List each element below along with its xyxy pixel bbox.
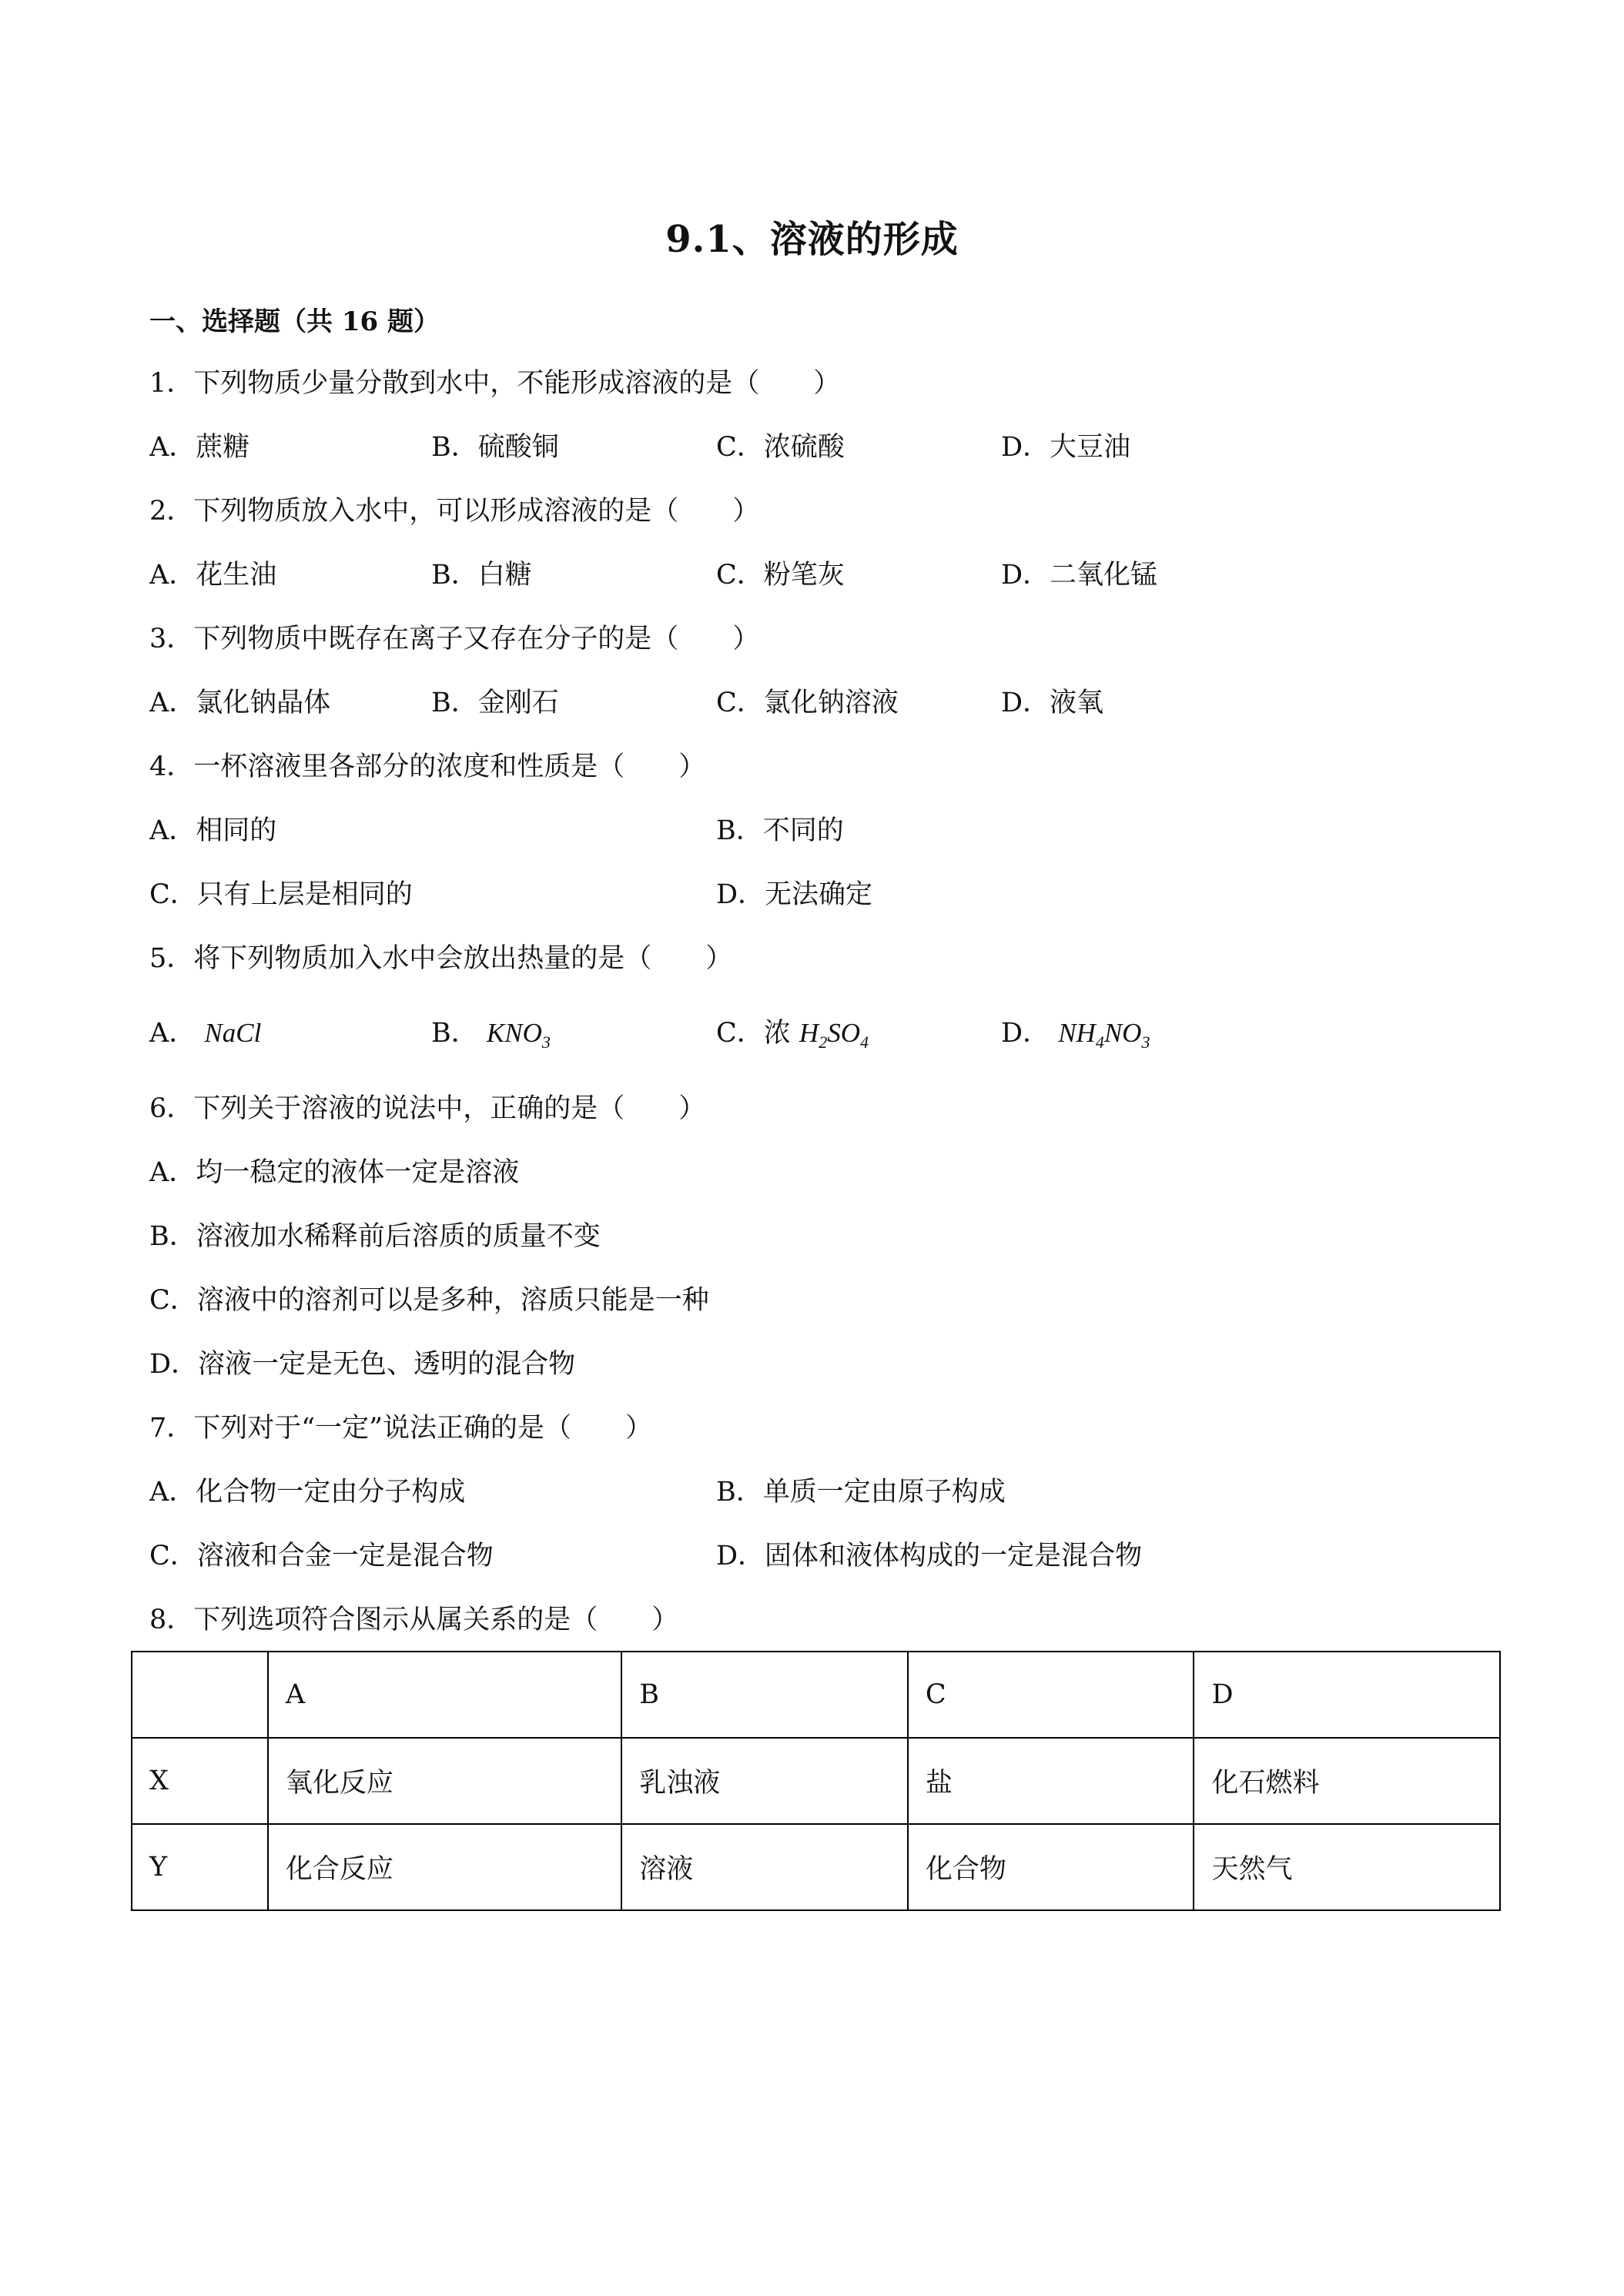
question-8-stem: 8．下列选项符合图示从属关系的是（ ） bbox=[149, 1605, 679, 1635]
q5-option-b-label: B． bbox=[431, 1018, 478, 1049]
formula-kno3: $KNO_3$ bbox=[486, 1018, 551, 1052]
q3-option-c: C．氯化钠溶液 bbox=[716, 688, 899, 718]
q6-option-c: C．溶液中的溶剂可以是多种，溶质只能是一种 bbox=[149, 1285, 709, 1316]
q4-option-d: D．无法确定 bbox=[716, 879, 873, 910]
q3-option-a: A．氯化钠晶体 bbox=[149, 688, 331, 718]
q1-option-a: A．蔗糖 bbox=[149, 432, 250, 463]
q5-option-d bbox=[1001, 1012, 1150, 1050]
q5-option-d-label: D． bbox=[1001, 1018, 1050, 1049]
q2-option-b: B．白糖 bbox=[431, 560, 532, 591]
q6-option-a: A．均一稳定的液体一定是溶液 bbox=[149, 1157, 520, 1188]
table-cell: B bbox=[621, 1652, 908, 1738]
question-1-stem: 1．下列物质少量分散到水中，不能形成溶液的是（ ） bbox=[149, 368, 841, 399]
question-3-stem: 3．下列物质中既存在离子又存在分子的是（ ） bbox=[149, 624, 760, 654]
question-7-stem: 7．下列对于“一定”说法正确的是（ ） bbox=[149, 1413, 653, 1444]
table-row bbox=[132, 1824, 1500, 1910]
table-cell: Y bbox=[132, 1824, 268, 1910]
question-2-stem: 2．下列物质放入水中，可以形成溶液的是（ ） bbox=[149, 496, 760, 527]
table-cell: 化合物 bbox=[908, 1824, 1194, 1910]
table-cell: A bbox=[268, 1652, 621, 1738]
q6-option-d: D．溶液一定是无色、透明的混合物 bbox=[149, 1349, 576, 1380]
table-header-row bbox=[132, 1652, 1500, 1738]
question-4-stem: 4．一杯溶液里各部分的浓度和性质是（ ） bbox=[149, 751, 706, 782]
q6-option-b: B．溶液加水稀释前后溶质的质量不变 bbox=[149, 1221, 601, 1252]
relation-table bbox=[131, 1651, 1501, 1911]
q3-option-d: D．液氧 bbox=[1001, 688, 1104, 718]
q5-option-c-label: C．浓 bbox=[716, 1018, 791, 1049]
q7-option-d: D．固体和液体构成的一定是混合物 bbox=[716, 1541, 1143, 1571]
table-cell: D bbox=[1194, 1652, 1500, 1738]
section-heading: 一、选择题（共 16 题） bbox=[149, 306, 440, 337]
formula-nacl: NaCl bbox=[204, 1018, 262, 1048]
q5-option-a-label: A． bbox=[149, 1018, 196, 1049]
table-cell: 化合反应 bbox=[268, 1824, 621, 1910]
table-row bbox=[132, 1738, 1500, 1824]
q5-option-b bbox=[431, 1012, 551, 1050]
q7-option-b: B．单质一定由原子构成 bbox=[716, 1477, 1006, 1508]
table-cell: C bbox=[908, 1652, 1194, 1738]
q1-option-b: B．硫酸铜 bbox=[431, 432, 559, 463]
q4-option-b: B．不同的 bbox=[716, 815, 844, 846]
q1-option-d: D．大豆油 bbox=[1001, 432, 1131, 463]
q2-option-a: A．花生油 bbox=[149, 560, 277, 591]
q5-option-a bbox=[149, 1012, 261, 1050]
q1-option-c: C．浓硫酸 bbox=[716, 432, 845, 463]
table-cell: X bbox=[132, 1738, 268, 1824]
table-cell: 乳浊液 bbox=[621, 1738, 908, 1824]
formula-nh4no3: $NH_4NO_3$ bbox=[1058, 1018, 1150, 1052]
q7-option-a: A．化合物一定由分子构成 bbox=[149, 1477, 466, 1508]
table-cell: 溶液 bbox=[621, 1824, 908, 1910]
q2-option-d: D．二氧化锰 bbox=[1001, 560, 1158, 591]
question-6-stem: 6．下列关于溶液的说法中，正确的是（ ） bbox=[149, 1093, 706, 1124]
question-5-stem: 5．将下列物质加入水中会放出热量的是（ ） bbox=[149, 943, 733, 974]
q4-option-a: A．相同的 bbox=[149, 815, 277, 846]
formula-h2so4: $H_2SO_4$ bbox=[799, 1018, 869, 1052]
table-cell: 天然气 bbox=[1194, 1824, 1500, 1910]
q5-option-c bbox=[716, 1012, 869, 1050]
q7-option-c: C．溶液和合金一定是混合物 bbox=[149, 1541, 494, 1571]
page-title: 9.1、溶液的形成 bbox=[665, 218, 959, 261]
q4-option-c: C．只有上层是相同的 bbox=[149, 879, 413, 910]
table-cell bbox=[132, 1652, 268, 1738]
table-cell: 氧化反应 bbox=[268, 1738, 621, 1824]
table-cell: 盐 bbox=[908, 1738, 1194, 1824]
table-cell: 化石燃料 bbox=[1194, 1738, 1500, 1824]
q2-option-c: C．粉笔灰 bbox=[716, 560, 845, 591]
q3-option-b: B．金刚石 bbox=[431, 688, 559, 718]
